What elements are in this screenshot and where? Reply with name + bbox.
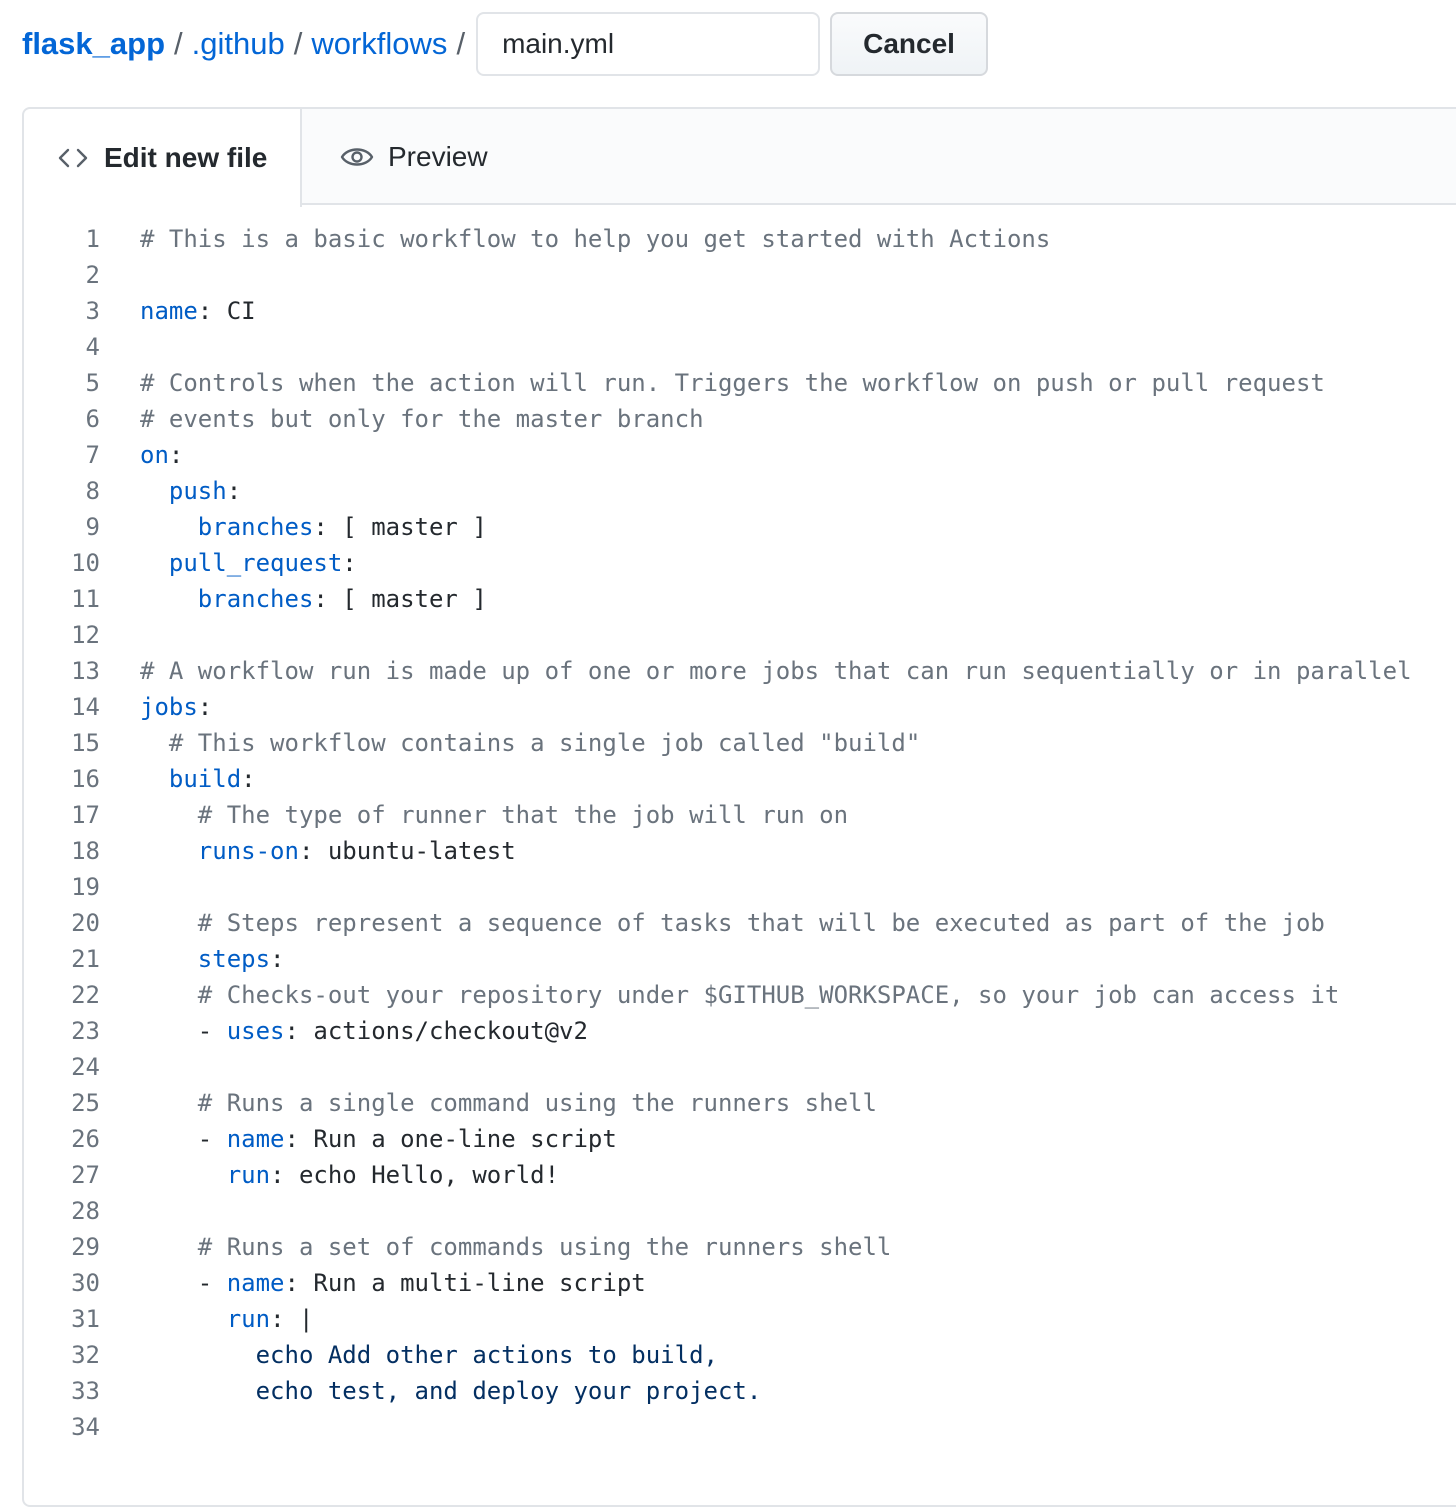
- line-number: 34: [71, 1413, 100, 1441]
- code-token: -: [140, 1125, 227, 1153]
- filename-input[interactable]: [476, 12, 820, 76]
- tab-preview-label: Preview: [388, 141, 488, 172]
- line-number: 25: [71, 1089, 100, 1117]
- line-number: 4: [85, 333, 100, 361]
- line-number: 16: [71, 765, 100, 793]
- line-number: 22: [71, 981, 100, 1009]
- code-token: :: [241, 765, 256, 793]
- breadcrumb-folder-workflows-link[interactable]: workflows: [311, 26, 448, 61]
- code-line[interactable]: [24, 653, 1456, 689]
- code-token: [140, 837, 198, 865]
- line-content: [140, 1161, 559, 1189]
- line-number: 24: [71, 1053, 100, 1081]
- code-token: branches: [197, 513, 314, 541]
- line-number: 26: [71, 1125, 100, 1153]
- code-token: # This is a basic workflow to help you get started with Actions: [140, 225, 1051, 253]
- code-token: # This workflow contains a single job called "build": [168, 729, 921, 757]
- code-token: : Run a multi-line script: [284, 1269, 646, 1297]
- line-content: [140, 693, 212, 721]
- code-line[interactable]: [24, 1337, 1456, 1373]
- code-line[interactable]: [24, 545, 1456, 581]
- editor-tab-bar: [24, 109, 1456, 205]
- line-number: 6: [85, 405, 100, 433]
- line-number: 20: [71, 909, 100, 937]
- code-token: [140, 477, 169, 505]
- code-token: [140, 585, 198, 613]
- line-content: [140, 1377, 761, 1405]
- breadcrumb-repo-link[interactable]: flask_app: [22, 26, 166, 61]
- code-icon: [56, 141, 90, 175]
- line-number: 32: [71, 1341, 100, 1369]
- code-line[interactable]: [24, 1373, 1456, 1409]
- cancel-button[interactable]: Cancel: [830, 12, 988, 76]
- code-token: : [ master ]: [313, 513, 487, 541]
- code-token: [140, 1233, 198, 1261]
- line-number: 13: [71, 657, 100, 685]
- code-token: :: [168, 441, 184, 469]
- line-content: [140, 513, 487, 541]
- breadcrumb-separator: /: [456, 26, 466, 61]
- code-token: # Runs a single command using the runners shell: [197, 1089, 877, 1117]
- code-line[interactable]: [24, 797, 1456, 833]
- code-token: name: [226, 1125, 285, 1153]
- line-number: 27: [71, 1161, 100, 1189]
- line-content: [140, 1125, 617, 1153]
- line-number: 15: [71, 729, 100, 757]
- code-token: push: [168, 477, 227, 505]
- code-line[interactable]: [24, 689, 1456, 725]
- code-line[interactable]: [24, 1409, 1456, 1445]
- line-number: 7: [85, 441, 100, 469]
- code-line[interactable]: [24, 905, 1456, 941]
- code-token: jobs: [140, 693, 198, 721]
- code-token: [140, 1377, 256, 1405]
- code-line[interactable]: [24, 401, 1456, 437]
- code-token: run: [226, 1305, 271, 1333]
- code-line[interactable]: [24, 761, 1456, 797]
- code-line[interactable]: [24, 1157, 1456, 1193]
- line-content: [140, 369, 1325, 397]
- line-number: 5: [85, 369, 100, 397]
- eye-icon: [340, 140, 374, 174]
- line-number: 12: [71, 621, 100, 649]
- tab-edit-new-file-label: Edit new file: [104, 142, 268, 173]
- line-number: 33: [71, 1377, 100, 1405]
- line-content: [140, 1269, 646, 1297]
- code-line[interactable]: [24, 1301, 1456, 1337]
- code-line[interactable]: [24, 437, 1456, 473]
- line-content: [140, 837, 516, 865]
- code-token: name: [140, 297, 198, 325]
- line-content: [140, 585, 487, 613]
- code-line[interactable]: [24, 1085, 1456, 1121]
- code-token: pull_request: [168, 549, 343, 577]
- line-number: 17: [71, 801, 100, 829]
- line-number: 8: [85, 477, 100, 505]
- code-token: : CI: [197, 297, 256, 325]
- code-token: branches: [197, 585, 314, 613]
- code-line[interactable]: [24, 869, 1456, 905]
- line-content: [140, 1341, 718, 1369]
- line-content: [140, 297, 256, 325]
- code-token: # Runs a set of commands using the runners shell: [197, 1233, 892, 1261]
- line-content: [140, 549, 357, 577]
- code-line[interactable]: [24, 473, 1456, 509]
- code-token: [140, 981, 198, 1009]
- code-token: uses: [226, 1017, 285, 1045]
- line-content: [140, 765, 256, 793]
- line-number: 28: [71, 1197, 100, 1225]
- line-number: 30: [71, 1269, 100, 1297]
- line-number: 11: [71, 585, 100, 613]
- line-content: [140, 477, 241, 505]
- code-token: on: [140, 441, 169, 469]
- line-number: 19: [71, 873, 100, 901]
- line-number: 2: [85, 261, 100, 289]
- code-token: name: [226, 1269, 285, 1297]
- line-content: [140, 801, 848, 829]
- code-token: [140, 765, 169, 793]
- code-token: # Controls when the action will run. Triggers the workflow on push or pull request: [140, 369, 1325, 397]
- tab-preview[interactable]: [336, 109, 488, 205]
- code-token: : ubuntu-latest: [298, 837, 516, 865]
- code-token: [140, 945, 198, 973]
- code-token: # events but only for the master branch: [140, 405, 704, 433]
- line-number: 18: [71, 837, 100, 865]
- line-content: [140, 405, 704, 433]
- code-token: :: [270, 945, 285, 973]
- code-line[interactable]: [24, 1265, 1456, 1301]
- line-content: [140, 945, 285, 973]
- code-token: :: [342, 549, 357, 577]
- code-token: # Steps represent a sequence of tasks that will be executed as part of the job: [197, 909, 1325, 937]
- code-token: [140, 1161, 227, 1189]
- code-token: run: [226, 1161, 271, 1189]
- line-content: [140, 441, 183, 469]
- code-token: :: [226, 477, 242, 505]
- line-number: 10: [71, 549, 100, 577]
- code-token: [140, 1305, 227, 1333]
- line-number: 3: [85, 297, 100, 325]
- line-content: [140, 1089, 877, 1117]
- line-content: [140, 1017, 588, 1045]
- code-token: steps: [197, 945, 271, 973]
- code-token: : [ master ]: [313, 585, 487, 613]
- breadcrumb-separator: /: [174, 26, 183, 61]
- code-line[interactable]: [24, 1229, 1456, 1265]
- code-editor[interactable]: [24, 205, 1456, 1505]
- code-token: # The type of runner that the job will run on: [197, 801, 849, 829]
- code-token: :: [197, 693, 213, 721]
- code-line[interactable]: [24, 977, 1456, 1013]
- code-line[interactable]: [24, 509, 1456, 545]
- breadcrumb-folder-github-link[interactable]: .github: [191, 26, 285, 61]
- code-line[interactable]: [24, 365, 1456, 401]
- code-token: [140, 513, 198, 541]
- line-content: [140, 225, 1050, 253]
- line-content: [140, 657, 1412, 685]
- code-line[interactable]: [24, 293, 1456, 329]
- line-content: [140, 1233, 891, 1261]
- code-line[interactable]: [24, 833, 1456, 869]
- line-number: 31: [71, 1305, 100, 1333]
- code-token: echo Add other actions to build,: [255, 1341, 718, 1369]
- line-content: [140, 909, 1325, 937]
- line-number: 14: [71, 693, 100, 721]
- code-token: echo test, and deploy your project.: [255, 1377, 762, 1405]
- code-token: [140, 729, 169, 757]
- code-token: build: [168, 765, 242, 793]
- code-token: [140, 1089, 198, 1117]
- code-token: [140, 801, 198, 829]
- breadcrumb-separator: /: [293, 26, 303, 61]
- code-token: # A workflow run is made up of one or more jobs that can run sequentially or in parallel: [140, 657, 1412, 685]
- tab-edit-new-file[interactable]: [24, 109, 302, 207]
- code-token: -: [140, 1269, 227, 1297]
- line-number: 9: [85, 513, 100, 541]
- code-token: : actions/checkout@v2: [284, 1017, 588, 1045]
- code-token: [140, 549, 169, 577]
- code-line[interactable]: [24, 1013, 1456, 1049]
- line-number: 21: [71, 945, 100, 973]
- code-line[interactable]: [24, 581, 1456, 617]
- code-token: : echo Hello, world!: [270, 1161, 560, 1189]
- line-number: 29: [71, 1233, 100, 1261]
- line-content: [140, 729, 920, 757]
- code-line[interactable]: [24, 1049, 1456, 1085]
- code-line[interactable]: [24, 221, 1456, 257]
- code-line[interactable]: [24, 329, 1456, 365]
- line-number: 1: [85, 225, 100, 253]
- file-editor-panel: [22, 107, 1456, 1507]
- code-line[interactable]: [24, 725, 1456, 761]
- line-content: [140, 981, 1339, 1009]
- code-token: runs-on: [197, 837, 299, 865]
- code-token: : |: [270, 1305, 314, 1333]
- code-line[interactable]: [24, 617, 1456, 653]
- code-token: [140, 909, 198, 937]
- line-content: [140, 1305, 313, 1333]
- code-line[interactable]: [24, 1193, 1456, 1229]
- code-token: [140, 1341, 256, 1369]
- code-token: # Checks-out your repository under $GITHUB_WORKSPACE, so your job can access it: [197, 981, 1340, 1009]
- breadcrumb: [22, 12, 988, 76]
- code-line[interactable]: [24, 1121, 1456, 1157]
- line-number: 23: [71, 1017, 100, 1045]
- code-line[interactable]: [24, 257, 1456, 293]
- code-token: : Run a one-line script: [284, 1125, 617, 1153]
- code-token: -: [140, 1017, 227, 1045]
- code-line[interactable]: [24, 941, 1456, 977]
